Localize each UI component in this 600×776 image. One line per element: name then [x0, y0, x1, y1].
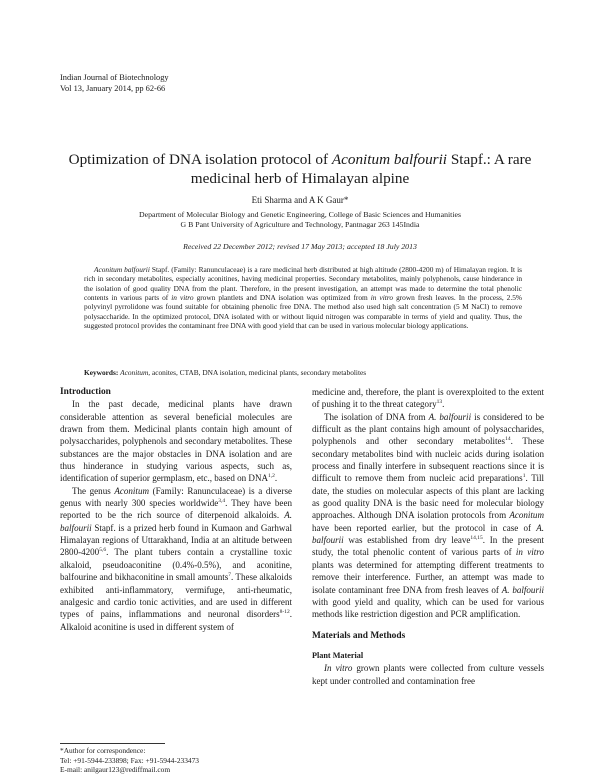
- left-column: [60, 386, 292, 633]
- footnote-divider: [60, 743, 165, 744]
- journal-issue: Vol 13, January 2014, pp 62-66: [60, 84, 166, 93]
- ref: 13: [436, 399, 443, 406]
- plant-material-paragraph: [312, 662, 544, 687]
- intro-p2-g: . Alkaloid aconitine is used in different system of: [60, 609, 292, 632]
- p3-species: A. balfourii: [428, 411, 472, 422]
- intro-paragraph-1: In the past decade, medicinal plants have drawn considerable attention as several beneficial molecules are drawn from them. Medicinal plants contain high amount of polysaccharides, polyphenols and secondary metabolites. These substances are the major obstacles in DNA isolation and are thus hinderance in studying various aspects, such as, identification of superior germplasm, etc., based on DNA$^{1,2}$.: [60, 399, 292, 484]
- received-dates: Received 22 December 2012; revised 17 May 2013; accepted 18 July 2013: [183, 242, 417, 251]
- ref: 14: [505, 436, 511, 443]
- p3-h: plants was determined for attempting different treatments to remove their interference. Further, an attempt was made to isolate contaminant free DNA from fresh leaves of: [312, 559, 544, 595]
- abstract-in-vitro-1: in vitro: [171, 293, 194, 303]
- ref: 1,2: [268, 473, 275, 480]
- footnote-author: *Author for correspondence:: [60, 746, 146, 755]
- p3-in-vitro: in vitro: [515, 547, 544, 558]
- abstract-text-2: grown plantlets and DNA isolation was optimized from: [193, 293, 371, 303]
- title-suffix: Stapf.: A rare: [447, 151, 532, 168]
- p3-a: The isolation of DNA from: [324, 411, 429, 422]
- keywords-list: , aconites, CTAB, DNA isolation, medicinal plants, secondary metabolites: [148, 368, 367, 377]
- keywords: [84, 368, 522, 377]
- p3-i: with good yield and quality, which can be used for various methods like restriction digestion and PCR amplification.: [312, 596, 544, 620]
- intro-p2-species: A. balfourii: [60, 510, 292, 533]
- intro-p2-b: (Family: Ranunculaceae) is a diverse genus with nearly 300 species worldwide: [60, 485, 292, 509]
- title-line2: medicinal herb of Himalayan alpine: [190, 170, 410, 187]
- intro-p2-f: . These alkaloids exhibited anti-inflammatory, vermifuge, anti-rheumatic, analgesic and cardio tonic activities, and are used in different types of pains, inflammations and neuronal disorders: [60, 572, 292, 620]
- intro-paragraph-3: [312, 411, 544, 621]
- p3-b: is considered to be difficult as the plant contains high amount of polysaccharides, polyphenols and other secondary metabolites: [312, 411, 544, 447]
- abstract-in-vitro-2: in vitro: [370, 293, 394, 303]
- footnote-phone: Tel: +91-5944-233898; Fax: +91-5944-233473: [60, 755, 199, 765]
- intro-p2-d: Stapf. is a prized herb found in Kumaon and Garhwal Himalayan regions of Uttarakhand, India at an altitude between 2800-4200: [60, 522, 292, 558]
- ref: 5,6: [99, 547, 107, 554]
- p3-e: have been reported earlier, but the protocol in case of: [312, 522, 537, 533]
- abstract-species: Aconitum balfourii: [94, 265, 150, 274]
- title-species: Aconitum balfourii: [331, 151, 448, 168]
- ref: 7: [228, 572, 232, 579]
- footnote-email: E-mail: anilgaur123@rediffmail.com: [60, 765, 171, 775]
- pm-in-vitro: In vitro: [324, 663, 353, 674]
- keywords-italic: Aconitum: [120, 368, 149, 377]
- abstract: [84, 265, 522, 330]
- introduction-heading: Introduction: [60, 387, 111, 397]
- affiliation-line1: Department of Molecular Biology and Genetic Engineering, College of Basic Sciences and Humanities: [139, 210, 461, 219]
- ref: 3,4: [218, 498, 226, 505]
- affiliation: [0, 210, 600, 230]
- pm-text: grown plants were collected from culture vessels kept under controlled and contamination free: [312, 663, 544, 686]
- p3-g: . In the present study, the total phenolic content of various parts of: [312, 535, 544, 558]
- p3-d: . Till date, the studies on molecular aspects of this plant are lacking as good quality DNA is the basic need for molecular biology approaches. Although DNA isolation protocols from: [312, 473, 544, 521]
- intro-p2-genus: Aconitum: [114, 485, 150, 496]
- cont-text: medicine and, therefore, the plant is overexploited to the extent of pushing it to the threat category: [312, 387, 544, 410]
- p3-species-3: A. balfourii: [501, 584, 544, 595]
- authors: Eti Sharma and A K Gaur*: [251, 195, 349, 205]
- intro-p2-c: . They have been reported to be the rich source of diterpenoid alkaloids.: [60, 498, 292, 521]
- footnote: [60, 746, 199, 775]
- p3-species-2: A. balfourii: [312, 522, 544, 546]
- intro-p1-text: In the past decade, medicinal plants have drawn considerable attention as several beneficial molecules are drawn from them. Medicinal plants contain high amount of polysaccharides, polyphenols and secondary metabolites. These substances are the major obstacles in DNA isolation and are thus hinderance in studying various aspects, such as, identification of superior germplasm, etc., based on DNA: [60, 399, 292, 484]
- materials-methods-heading: Materials and Methods: [312, 630, 406, 641]
- plant-material-heading: Plant Material: [312, 650, 364, 660]
- ref: 8-12: [279, 609, 290, 616]
- ref: 1: [522, 473, 526, 480]
- right-column: [312, 386, 544, 687]
- p3-c: . These secondary metabolites bind with nucleic acids during isolation process and finally interfere in subsequent reactions since it is difficult to remove them from nucleic acid preparations: [312, 436, 544, 484]
- journal-header: [60, 72, 169, 94]
- p3-f: was established from dry leave: [343, 535, 471, 546]
- journal-name: Indian Journal of Biotechnology: [60, 73, 169, 82]
- ref: 14,15: [470, 535, 483, 542]
- title-prefix: Optimization of DNA isolation protocol of: [68, 151, 332, 168]
- affiliation-line2: G B Pant University of Agriculture and Technology, Pantnagar 263 145India: [180, 220, 420, 229]
- p3-genus: Aconitum: [509, 510, 544, 521]
- paper-title: [40, 150, 560, 188]
- keywords-label: Keywords:: [84, 368, 119, 377]
- abstract-text-1: Stapf. (Family: Ranunculaceae) is a rare medicinal herb distributed at high altitude (2800-4200 m) of Himalayan region. It is rich in secondary metabolites, especially aconitines, having medicinal properties. Secondary metabolites, mainly polyphenols, cause hinderance in the isolation of good quality DNA from the plant. Therefore, in the present investigation, an attempt was made to determine the total phenolic contents in various parts of: [84, 265, 522, 303]
- intro-p2-e: . The plant tubers contain a crystalline toxic alkaloid, pseudoaconitine (0.4%-0.5%), and aconitine, balfourine and bikhaconitine in small amounts: [60, 547, 292, 583]
- intro-paragraph-2: [60, 485, 292, 633]
- abstract-text-3: grown fresh leaves. In the process, 2.5% polyvinyl pyrrolidone was found suitable for obtaining phenolic free DNA. The method also used high salt concentration (5 M NaCl) to remove polysaccharide. In the optimized protocol, DNA isolated with or without liquid nitrogen was comparable in terms of yield and quality. Thus, the suggested protocol provides the contaminant free DNA with good yield that can be used in various molecular biology applications.: [84, 293, 522, 331]
- intro-continuation: medicine and, therefore, the plant is overexploited to the extent of pushing it to the threat category$^{13}$.: [312, 387, 544, 410]
- intro-p2-a: The genus: [72, 485, 115, 496]
